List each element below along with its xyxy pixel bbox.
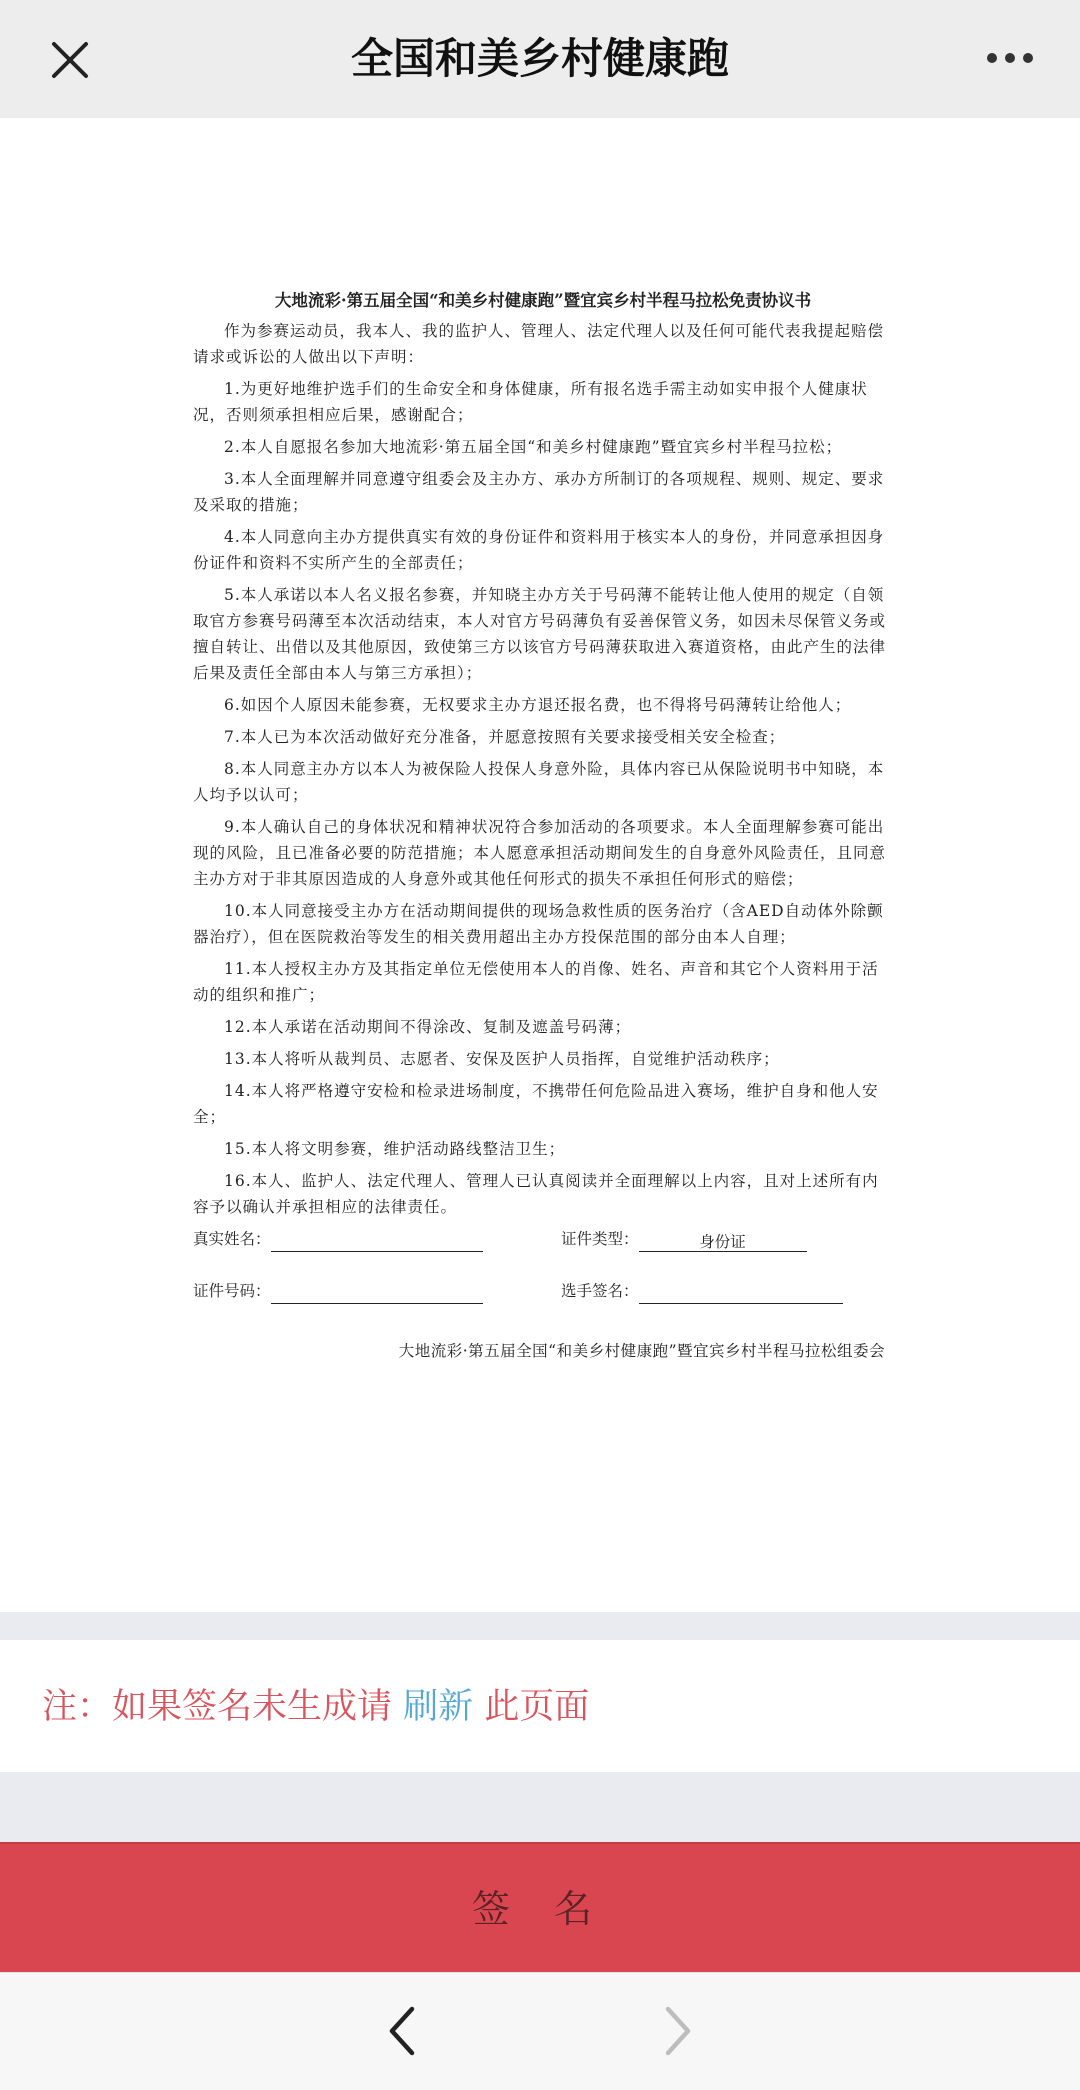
page-title: 全国和美乡村健康跑 (350, 34, 729, 83)
id-type-label: 证件类型： (561, 1230, 639, 1248)
signer-fields (193, 1226, 893, 1336)
note-prefix: 注：如果签名未生成请 (42, 1687, 393, 1727)
chevron-right-icon[interactable] (656, 2001, 700, 2061)
top-bar (0, 0, 1080, 118)
clause-15: 15.本人将文明参赛，维护活动路线整洁卫生； (224, 1140, 566, 1158)
id-type-field (561, 1226, 807, 1252)
divider-band (0, 1612, 1080, 1640)
clause-6: 6.如因个人原因未能参赛，无权要求主办方退还报名费，也不得将号码薄转让给他人； (224, 696, 852, 714)
clause-1: 1.为更好地维护选手们的生命安全和身体健康，所有报名选手需主动如实申报个人健康状况，否则须承担相应后果，感谢配合； (193, 380, 868, 424)
clause-10: 10.本人同意接受主办方在活动期间提供的现场急救性质的医务治疗（含AED自动体外除颤器治疗），但在医院救治等发生的相关费用超出主办方投保范围的部分由本人自理； (193, 902, 884, 946)
clause-9: 9.本人确认自己的身体状况和精神状况符合参加活动的各项要求。本人全面理解参赛可能出现的风险，且已准备必要的防范措施；本人愿意承担活动期间发生的自身意外风险责任，且同意主办方对于非其原因造成的人身意外或其他任何形式的损失不承担任何形式的赔偿； (193, 818, 887, 888)
id-number-label: 证件号码： (193, 1282, 271, 1300)
signature-field (561, 1278, 843, 1304)
more-icon[interactable] (984, 46, 1036, 70)
name-label: 真实姓名： (193, 1230, 271, 1248)
signature-value (639, 1281, 843, 1304)
clause-8: 8.本人同意主办方以本人为被保险人投保人身意外险，具体内容已从保险说明书中知晓，本人均予以认可； (193, 760, 885, 804)
clause-11: 11.本人授权主办方及其指定单位无偿使用本人的肖像、姓名、声音和其它个人资料用于活动的组织和推广； (193, 960, 879, 1004)
waiver-content (193, 288, 893, 1364)
note-text (42, 1684, 589, 1730)
clause-3: 3.本人全面理解并同意遵守组委会及主办方、承办方所制订的各项规程、规则、规定、要求及采取的措施； (193, 470, 885, 514)
clause-14: 14.本人将严格遵守安检和检录进场制度，不携带任何危险品进入赛场，维护自身和他人安全； (193, 1082, 879, 1126)
divider-band-2 (0, 1772, 1080, 1842)
document-intro: 作为参赛运动员，我本人、我的监护人、管理人、法定代理人以及任何可能代表我提起赔偿请求或诉讼的人做出以下声明： (193, 322, 885, 366)
name-value (271, 1229, 483, 1252)
clause-13: 13.本人将听从裁判员、志愿者、安保及医护人员指挥，自觉维护活动秩序； (224, 1050, 780, 1068)
bottom-nav (0, 1972, 1080, 2090)
clause-12: 12.本人承诺在活动期间不得涂改、复制及遮盖号码薄； (224, 1018, 632, 1036)
organizer-signature: 大地流彩·第五届全国“和美乡村健康跑”暨宜宾乡村半程马拉松组委会 (398, 1342, 885, 1360)
clause-4: 4.本人同意向主办方提供真实有效的身份证件和资料用于核实本人的身份，并同意承担因身份证件和资料不实所产生的全部责任； (193, 528, 885, 572)
clause-7: 7.本人已为本次活动做好充分准备，并愿意按照有关要求接受相关安全检查； (224, 728, 786, 746)
chevron-left-icon[interactable] (380, 2001, 424, 2061)
name-field (193, 1226, 483, 1252)
id-type-value: 身份证 (639, 1229, 807, 1252)
refresh-note (0, 1640, 1080, 1772)
sign-button[interactable]: 签 名 (0, 1842, 1080, 1972)
clause-2: 2.本人自愿报名参加大地流彩·第五届全国“和美乡村健康跑”暨宜宾乡村半程马拉松； (224, 438, 843, 456)
clause-5: 5.本人承诺以本人名义报名参赛，并知晓主办方关于号码薄不能转让他人使用的规定（自领取官方参赛号码薄至本次活动结束，本人对官方号码薄负有妥善保管义务，如因未尽保管义务或擅自转让、出借以及其他原因，致使第三方以该官方号码薄获取进入赛道资格，由此产生的法律后果及责任全部由本人与第三方承担）； (193, 586, 887, 682)
note-suffix: 此页面 (484, 1687, 590, 1727)
signature-label: 选手签名： (561, 1282, 639, 1300)
document-title: 大地流彩·第五届全国“和美乡村健康跑”暨宜宾乡村半程马拉松免责协议书 (274, 291, 812, 310)
id-number-field (193, 1278, 483, 1304)
id-number-value (271, 1281, 483, 1304)
refresh-link[interactable]: 刷新 (403, 1687, 474, 1727)
waiver-document (0, 118, 1080, 1612)
clause-16: 16.本人、监护人、法定代理人、管理人已认真阅读并全面理解以上内容，且对上述所有内容予以确认并承担相应的法律责任。 (193, 1172, 879, 1216)
